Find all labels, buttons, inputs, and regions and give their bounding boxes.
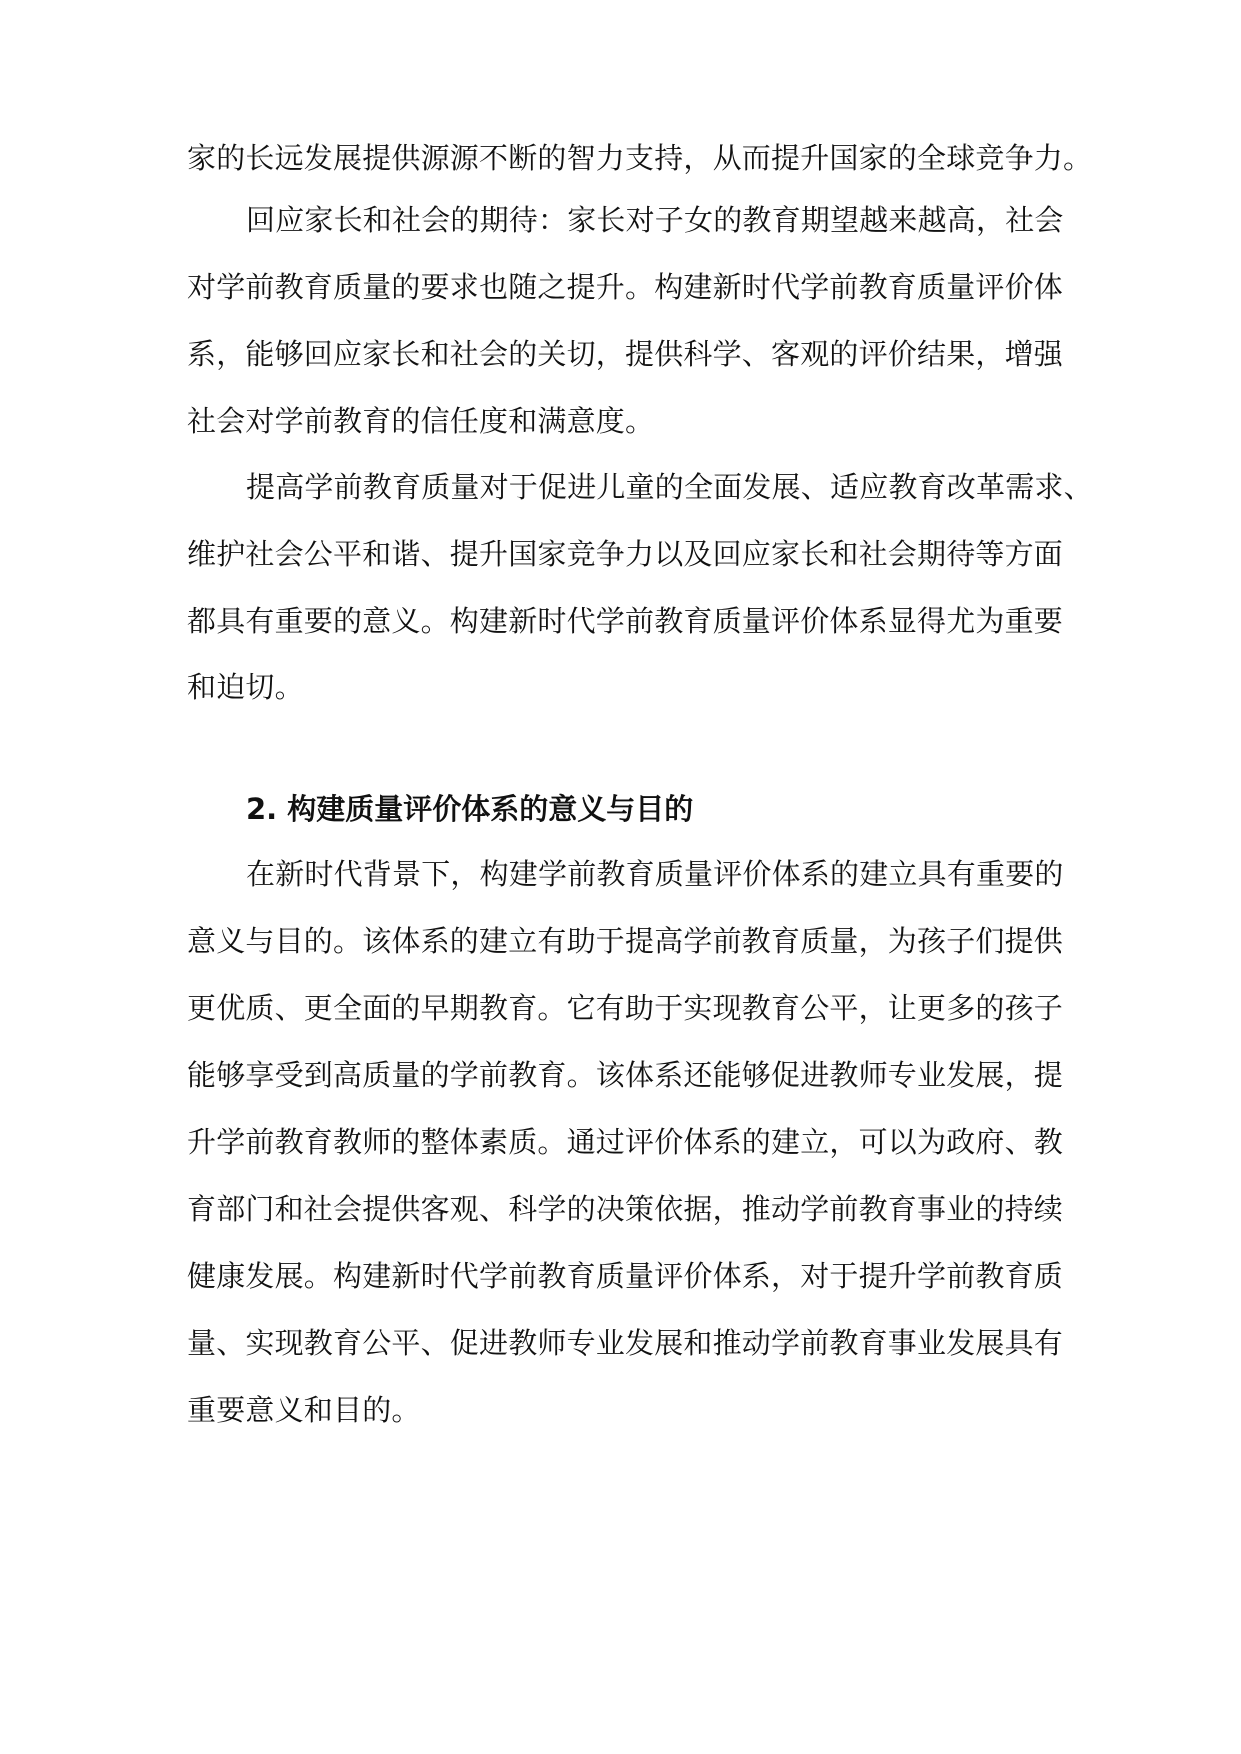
text-line: 意义与目的。该体系的建立有助于提高学前教育质量，为孩子们提供: [187, 924, 1064, 958]
text-line: 和迫切。: [187, 670, 304, 704]
text-line: 量、实现教育公平、促进教师专业发展和推动学前教育事业发展具有: [187, 1326, 1064, 1360]
section-heading: 2. 构建质量评价体系的意义与目的: [246, 792, 694, 826]
paragraph-first-line: 回应家长和社会的期待：家长对子女的教育期望越来越高，社会: [246, 203, 1064, 237]
text-line: 更优质、更全面的早期教育。它有助于实现教育公平，让更多的孩子: [187, 991, 1064, 1025]
text-line: 升学前教育教师的整体素质。通过评价体系的建立，可以为政府、教: [187, 1125, 1064, 1159]
text-line: 社会对学前教育的信任度和满意度。: [187, 404, 655, 438]
text-line: 重要意义和目的。: [187, 1393, 421, 1427]
text-line: 健康发展。构建新时代学前教育质量评价体系，对于提升学前教育质: [187, 1259, 1064, 1293]
paragraph-first-line: 提高学前教育质量对于促进儿童的全面发展、适应教育改革需求、: [246, 470, 1093, 504]
text-line: 能够享受到高质量的学前教育。该体系还能够促进教师专业发展，提: [187, 1058, 1064, 1092]
text-line: 对学前教育质量的要求也随之提升。构建新时代学前教育质量评价体: [187, 270, 1064, 304]
text-line: 系，能够回应家长和社会的关切，提供科学、客观的评价结果，增强: [187, 337, 1064, 371]
text-line: 育部门和社会提供客观、科学的决策依据，推动学前教育事业的持续: [187, 1192, 1064, 1226]
text-line: 家的长远发展提供源源不断的智力支持，从而提升国家的全球竞争力。: [187, 141, 1093, 175]
text-line: 维护社会公平和谐、提升国家竞争力以及回应家长和社会期待等方面: [187, 537, 1064, 571]
paragraph-first-line: 在新时代背景下，构建学前教育质量评价体系的建立具有重要的: [246, 857, 1064, 891]
text-line: 都具有重要的意义。构建新时代学前教育质量评价体系显得尤为重要: [187, 604, 1064, 638]
